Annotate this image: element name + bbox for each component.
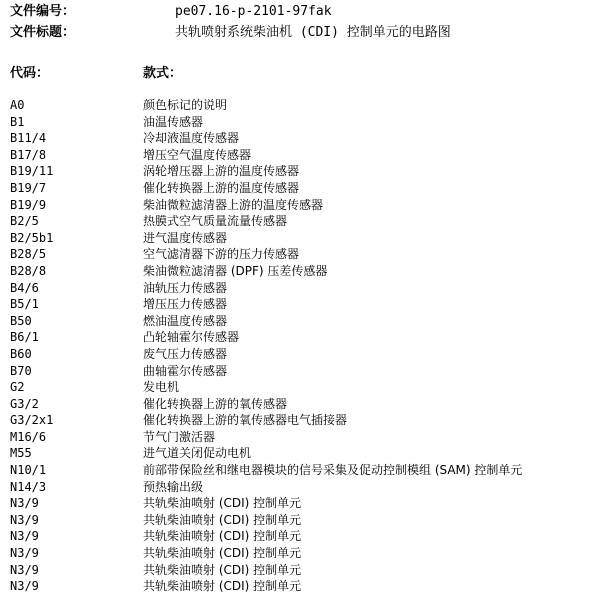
component-description: 共轨柴油喷射 (CDI) 控制单元	[143, 496, 302, 511]
table-row	[10, 445, 600, 462]
component-description: 节气门激活器	[143, 429, 216, 444]
table-row	[10, 562, 600, 579]
component-description: 燃油温度传感器	[143, 313, 228, 328]
component-code: B4/6	[10, 280, 39, 295]
doc-title-row	[10, 25, 600, 41]
table-row	[10, 296, 600, 313]
table-row	[10, 197, 600, 214]
component-code: N3/9	[10, 579, 39, 594]
component-code: B11/4	[10, 131, 47, 146]
component-code: B19/9	[10, 197, 47, 212]
doc-title-label: 文件标题：	[10, 25, 76, 40]
table-row	[10, 363, 600, 380]
component-description: 柴油微粒滤清器 (DPF) 压差传感器	[143, 263, 328, 278]
component-description: 发电机	[143, 380, 180, 395]
table-row	[10, 462, 600, 479]
table-row	[10, 495, 600, 512]
table-row	[10, 512, 600, 529]
component-code: N3/9	[10, 496, 39, 511]
table-row	[10, 313, 600, 330]
component-description: 预热输出级	[143, 479, 204, 494]
table-row	[10, 429, 600, 446]
table-row	[10, 329, 600, 346]
table-row	[10, 528, 600, 545]
table-row	[10, 412, 600, 429]
component-code: N14/3	[10, 479, 47, 494]
component-description: 油温传感器	[143, 114, 204, 129]
table-row	[10, 230, 600, 247]
table-row	[10, 130, 600, 147]
component-code: B6/1	[10, 330, 39, 345]
component-code: N3/9	[10, 546, 39, 561]
component-description: 冷却液温度传感器	[143, 131, 240, 146]
table-row	[10, 246, 600, 263]
table-row	[10, 346, 600, 363]
component-code: N3/9	[10, 562, 39, 577]
table-row	[10, 578, 600, 595]
table-row	[10, 396, 600, 413]
component-description: 共轨柴油喷射 (CDI) 控制单元	[143, 546, 302, 561]
component-code: B50	[10, 313, 32, 328]
doc-number-value: pe07.16-p-2101-97fak	[175, 4, 332, 19]
description-column-header: 款式：	[143, 66, 183, 81]
component-description: 催化转换器上游的氧传感器	[143, 396, 288, 411]
doc-number-row	[10, 4, 600, 20]
component-code: N10/1	[10, 463, 47, 478]
component-code: M16/6	[10, 429, 47, 444]
component-code: B1	[10, 114, 25, 129]
component-description: 空气滤清器下游的压力传感器	[143, 247, 300, 262]
table-row	[10, 180, 600, 197]
component-description: 进气温度传感器	[143, 230, 228, 245]
table-row	[10, 213, 600, 230]
component-code: M55	[10, 446, 32, 461]
doc-number-label: 文件编号：	[10, 4, 76, 19]
table-row	[10, 545, 600, 562]
component-description: 热膜式空气质量流量传感器	[143, 214, 288, 229]
component-code: B2/5	[10, 214, 39, 229]
component-description: 共轨柴油喷射 (CDI) 控制单元	[143, 562, 302, 577]
doc-title-value: 共轨喷射系统柴油机 (CDI) 控制单元的电路图	[175, 25, 451, 40]
table-row	[10, 147, 600, 164]
component-description: 油轨压力传感器	[143, 280, 228, 295]
component-description: 柴油微粒滤清器上游的温度传感器	[143, 197, 324, 212]
component-description: 催化转换器上游的温度传感器	[143, 180, 300, 195]
component-code: B70	[10, 363, 32, 378]
table-row	[10, 379, 600, 396]
component-description: 共轨柴油喷射 (CDI) 控制单元	[143, 579, 302, 594]
component-description: 催化转换器上游的氧传感器电气插接器	[143, 413, 348, 428]
component-description: 凸轮轴霍尔传感器	[143, 330, 240, 345]
component-description: 共轨柴油喷射 (CDI) 控制单元	[143, 512, 302, 527]
component-code: N3/9	[10, 512, 39, 527]
component-description: 前部带保险丝和继电器模块的信号采集及促动控制模组 (SAM) 控制单元	[143, 463, 523, 478]
table-row	[10, 280, 600, 297]
component-description: 增压压力传感器	[143, 297, 228, 312]
component-code: B19/11	[10, 164, 54, 179]
component-list	[10, 97, 600, 595]
component-code: B17/8	[10, 147, 47, 162]
table-row	[10, 263, 600, 280]
table-row	[10, 163, 600, 180]
component-code: N3/9	[10, 529, 39, 544]
component-description: 废气压力传感器	[143, 346, 228, 361]
component-code: B2/5b1	[10, 230, 54, 245]
component-description: 增压空气温度传感器	[143, 147, 252, 162]
component-code: G3/2	[10, 396, 39, 411]
component-code: B19/7	[10, 180, 47, 195]
component-code: B5/1	[10, 297, 39, 312]
component-code: B60	[10, 346, 32, 361]
table-row	[10, 114, 600, 131]
component-description: 曲轴霍尔传感器	[143, 363, 228, 378]
component-code: G2	[10, 380, 25, 395]
component-description: 共轨柴油喷射 (CDI) 控制单元	[143, 529, 302, 544]
component-code: G3/2x1	[10, 413, 54, 428]
component-description: 涡轮增压器上游的温度传感器	[143, 164, 300, 179]
component-code: B28/5	[10, 247, 47, 262]
table-row	[10, 97, 600, 114]
component-code: B28/8	[10, 263, 47, 278]
code-column-header: 代码：	[10, 66, 50, 81]
component-code: A0	[10, 98, 25, 112]
component-description: 颜色标记的说明	[143, 98, 228, 112]
component-description: 进气道关闭促动电机	[143, 446, 252, 461]
table-row	[10, 479, 600, 496]
